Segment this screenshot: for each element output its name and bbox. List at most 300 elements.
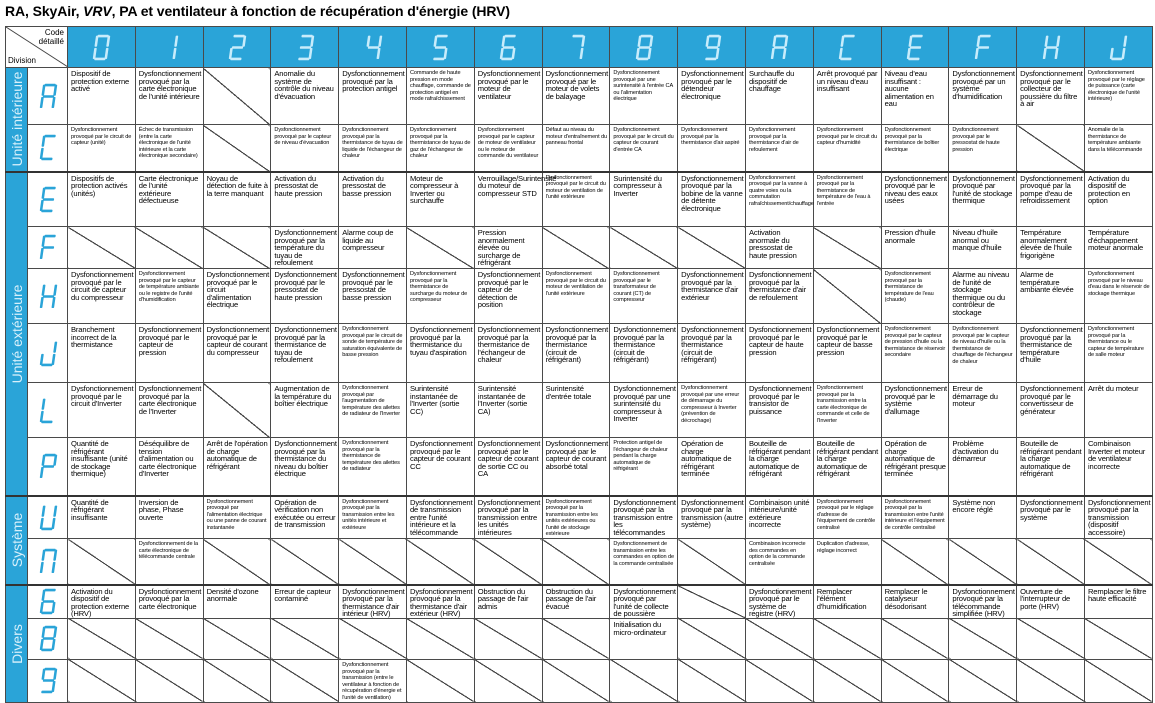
- error-description-cell: Dysfonctionnement provoqué par la télécommande simplifiée (HRV): [949, 585, 1017, 619]
- segment-d: [230, 57, 241, 60]
- column-code-e: [881, 27, 949, 68]
- error-description-cell: Dysfonctionnement provoqué par le capteur de niveau d'huile ou la thermistance de chauffage de l'échangeur de chaleur: [949, 324, 1017, 383]
- segment-a: [44, 454, 55, 457]
- empty-cell: [406, 618, 474, 659]
- error-description-cell: Dysfonctionnement provoqué par la thermistance du niveau du boîtier électrique: [271, 438, 339, 496]
- error-description-cell: Dysfonctionnement de transmission entre l'unité intérieure et la télécommande: [406, 496, 474, 539]
- segment-g: [910, 46, 921, 49]
- segment-d: [41, 420, 52, 423]
- empty-cell: [135, 227, 203, 269]
- error-description-cell: Dysfonctionnement provoqué par le convertisseur de générateur: [1017, 383, 1085, 438]
- error-description-cell: Dysfonctionnement provoqué par le capteur de courant absorbé total: [542, 438, 610, 496]
- division-group: [6, 68, 28, 172]
- row-code-f: [28, 227, 68, 269]
- segment-a: [233, 34, 244, 37]
- segment-e: [839, 47, 843, 58]
- error-description-cell: Dysfonctionnement provoqué par la bobine de la vanne de détente électronique: [678, 172, 746, 227]
- segment-f: [841, 35, 845, 46]
- segment-c: [647, 47, 651, 58]
- division-group: [6, 585, 28, 702]
- error-description-cell: Dysfonctionnement provoqué par la transmission (entre le ventilateur à fonction de récupération d'énergie et l'unité de ventilation): [339, 659, 407, 702]
- empty-cell: [1084, 618, 1152, 659]
- segment-e: [39, 639, 43, 650]
- segment-a: [44, 83, 55, 86]
- segment-c: [51, 562, 55, 573]
- error-description-cell: Initialisation du micro-ordinateur: [610, 618, 678, 659]
- error-description-cell: Bouteille de réfrigérant pendant la charge automatique de réfrigérant: [745, 438, 813, 496]
- error-description-cell: Bouteille de réfrigérant pendant la charge automatique de réfrigérant: [1017, 438, 1085, 496]
- empty-cell: [68, 539, 136, 585]
- segment-e: [1110, 47, 1114, 58]
- segment-g: [639, 46, 650, 49]
- error-description-cell: Combinaison unité intérieure/unité extérieure incorrecte: [745, 496, 813, 539]
- error-description-cell: Surintensité instantanée de l'Inverter (sortie CC): [406, 383, 474, 438]
- error-description-cell: Activation du dispositif de protection externe (HRV): [68, 585, 136, 619]
- error-description-cell: Dysfonctionnement provoqué par le réglage d'adresse de l'équipement de contrôle centralisé: [813, 496, 881, 539]
- segment-a: [437, 34, 448, 37]
- column-code-j: [1084, 27, 1152, 68]
- error-description-cell: Dysfonctionnement provoqué par une surintensité du compresseur à Inverter: [610, 383, 678, 438]
- table-row: [6, 659, 1153, 702]
- division-group: [6, 496, 28, 585]
- row-code-u: [28, 496, 68, 539]
- header-row: [6, 27, 1153, 68]
- digit-glyph-6: [500, 34, 516, 61]
- error-description-cell: Arrêt de l'opération de charge automatique de réfrigérant: [203, 438, 271, 496]
- segment-g: [42, 638, 53, 641]
- row-code-m: [28, 539, 68, 585]
- table-row: [6, 68, 1153, 125]
- division-label: Divers: [8, 623, 25, 664]
- error-description-cell: Dysfonctionnement provoqué par la pompe d'eau de refroidissement: [1017, 172, 1085, 227]
- division-group: [6, 172, 28, 496]
- empty-cell: [68, 618, 136, 659]
- segment-d: [501, 57, 512, 60]
- segment-e: [39, 200, 43, 211]
- empty-cell: [542, 227, 610, 269]
- error-description-cell: Dysfonctionnement provoqué par la protection antigel: [339, 68, 407, 125]
- error-description-cell: Dysfonctionnement provoqué par le circuit de capteur (unité): [68, 125, 136, 172]
- column-code-8: [610, 27, 678, 68]
- row-glyph-a: [40, 83, 56, 110]
- error-description-cell: Dispositifs de protection activés (unités): [68, 172, 136, 227]
- segment-a: [505, 34, 516, 37]
- row-code-8: [28, 618, 68, 659]
- error-description-cell: Dysfonctionnement provoqué par la carte électronique de l'unité intérieure: [135, 68, 203, 125]
- error-description-cell: Dysfonctionnement provoqué par le circuit du moteur de ventilation de l'unité extérieure: [542, 172, 610, 227]
- segment-e: [39, 562, 43, 573]
- empty-cell: [678, 227, 746, 269]
- error-description-cell: Dysfonctionnement provoqué par une erreur de démarrage du compresseur à Inverter (prévention de décrochage): [678, 383, 746, 438]
- segment-e: [39, 248, 43, 259]
- row-glyph-e: [40, 186, 56, 213]
- empty-cell: [203, 125, 271, 172]
- error-description-cell: Dysfonctionnement provoqué par la thermistance de l'échangeur de chaleur: [474, 324, 542, 383]
- segment-e: [39, 467, 43, 478]
- error-description-cell: Dysfonctionnement provoqué par le pressostat de basse pression: [339, 269, 407, 324]
- segment-g: [42, 295, 53, 298]
- error-description-cell: Niveau d'eau insuffisant : aucune alimentation en eau: [881, 68, 949, 125]
- error-description-cell: Échec de transmission (entre la carte électronique de l'unité intérieure et la carte électronique secondaire): [135, 125, 203, 172]
- table-row: [6, 618, 1153, 659]
- table-row: [6, 539, 1153, 585]
- segment-g: [42, 679, 53, 682]
- segment-c: [173, 47, 177, 58]
- segment-d: [908, 57, 919, 60]
- segment-d: [840, 57, 851, 60]
- division-label: Unité extérieure: [8, 284, 25, 383]
- error-description-cell: Dysfonctionnement de la carte électronique de télécommande centrale: [135, 539, 203, 585]
- segment-g: [42, 600, 53, 603]
- segment-g: [774, 46, 785, 49]
- segment-a: [44, 589, 55, 592]
- row-glyph-j: [40, 340, 56, 367]
- error-description-cell: Dysfonctionnement provoqué par la thermistance de tuyau de refoulement: [271, 324, 339, 383]
- row-glyph-p: [40, 453, 56, 480]
- segment-e: [39, 148, 43, 159]
- error-description-cell: Surintensité instantanée de l'Inverter (sortie CA): [474, 383, 542, 438]
- error-description-cell: Pression anormalement élevée ou surcharge de réfrigérant: [474, 227, 542, 269]
- segment-f: [41, 284, 45, 295]
- segment-a: [44, 235, 55, 238]
- empty-cell: [542, 539, 610, 585]
- error-description-cell: Verrouillage/Surintensité du moteur de compresseur STD: [474, 172, 542, 227]
- empty-cell: [678, 539, 746, 585]
- segment-c: [51, 639, 55, 650]
- segment-b: [1124, 35, 1128, 46]
- empty-cell: [678, 585, 746, 619]
- empty-cell: [203, 539, 271, 585]
- row-code-p: [28, 438, 68, 496]
- row-glyph-6: [40, 588, 56, 615]
- error-description-cell: Dysfonctionnement provoqué par le circuit du capteur d'humidité: [813, 125, 881, 172]
- digit-glyph-4: [365, 34, 381, 61]
- row-glyph-c: [40, 134, 56, 161]
- column-code-f: [949, 27, 1017, 68]
- error-description-cell: Dysfonctionnement provoqué par le circuit d'alimentation électrique: [203, 269, 271, 324]
- segment-f: [41, 590, 45, 601]
- page-title: RA, SkyAir, VRV, PA et ventilateur à fonction de récupération d'énergie (HRV): [5, 3, 510, 19]
- error-code-table: [5, 26, 1153, 703]
- error-description-cell: Dysfonctionnement provoqué par la thermistance d'air de refoulement: [745, 269, 813, 324]
- error-description-cell: Dysfonctionnement provoqué par la thermistance de surcharge du moteur de compresseur: [406, 269, 474, 324]
- error-description-cell: Alarme de température ambiante élevée: [1017, 269, 1085, 324]
- error-description-cell: Dysfonctionnement provoqué par le moteur de volets de balayage: [542, 68, 610, 125]
- table-row: [6, 496, 1153, 539]
- error-description-cell: Dysfonctionnement provoqué par le capteur de courant CC: [406, 438, 474, 496]
- empty-cell: [68, 227, 136, 269]
- table-row: [6, 324, 1153, 383]
- error-description-cell: Erreur de démarrage du moteur: [949, 383, 1017, 438]
- segment-a: [640, 34, 651, 37]
- error-description-cell: Dysfonctionnement provoqué par la thermistance (circuit de réfrigérant): [542, 324, 610, 383]
- segment-e: [229, 47, 233, 58]
- error-description-cell: Arrêt du moteur: [1084, 383, 1152, 438]
- empty-cell: [1017, 125, 1085, 172]
- error-description-cell: Dysfonctionnement provoqué par la transmission entre les unités extérieures ou l'unité de stockage extérieure: [542, 496, 610, 539]
- code-label: Code: [44, 28, 64, 37]
- error-description-cell: Augmentation de la température du boîtier électrique: [271, 383, 339, 438]
- segment-d: [705, 57, 716, 60]
- error-description-cell: Remplacer le filtre haute efficacité: [1084, 585, 1152, 619]
- error-description-cell: Dysfonctionnement provoqué par la thermistance d'air intérieur (HRV): [339, 585, 407, 619]
- empty-cell: [203, 68, 271, 125]
- error-description-cell: Température d'échappement moteur anormale: [1084, 227, 1152, 269]
- row-glyph-m: [40, 548, 56, 575]
- segment-c: [308, 47, 312, 58]
- error-description-cell: Dysfonctionnement provoqué par le réglage de puissance (carte électronique de l'unité intérieure): [1084, 68, 1152, 125]
- empty-cell: [406, 227, 474, 269]
- segment-a: [979, 34, 990, 37]
- error-description-cell: Dysfonctionnement provoqué par la carte électronique: [135, 585, 203, 619]
- error-description-cell: Dysfonctionnement provoqué par le capteur de détection de position: [474, 269, 542, 324]
- column-code-1: [135, 27, 203, 68]
- segment-e: [771, 47, 775, 58]
- error-description-cell: Inversion de phase, Phase ouverte: [135, 496, 203, 539]
- error-description-cell: Dysfonctionnement provoqué par une surintensité à l'entrée CA ou l'alimentation électrique: [610, 68, 678, 125]
- segment-c: [105, 47, 109, 58]
- error-description-cell: Anomalie du système de contrôle du niveau d'évacuation: [271, 68, 339, 125]
- error-description-cell: Dysfonctionnement provoqué par la température du tuyau de refoulement: [271, 227, 339, 269]
- segment-a: [98, 34, 109, 37]
- row-glyph-l: [40, 397, 56, 424]
- error-description-cell: Dysfonctionnement provoqué par le circuit du capteur de courant d'entrée CA: [610, 125, 678, 172]
- error-description-cell: Dysfonctionnement provoqué par le transistor de puissance: [745, 383, 813, 438]
- row-code-9: [28, 659, 68, 702]
- error-description-cell: Dysfonctionnement provoqué par la thermistance d'air de refoulement: [745, 125, 813, 172]
- error-description-cell: Surintensité d'entrée totale: [542, 383, 610, 438]
- error-description-cell: Ouverture de l'interrupteur de porte (HRV): [1017, 585, 1085, 619]
- segment-c: [783, 47, 787, 58]
- segment-d: [41, 649, 52, 652]
- segment-d: [41, 527, 52, 530]
- digit-glyph-5: [432, 34, 448, 61]
- empty-cell: [1084, 659, 1152, 702]
- error-description-cell: Dysfonctionnement provoqué par le système: [1017, 496, 1085, 539]
- column-code-a: [745, 27, 813, 68]
- segment-a: [44, 549, 55, 552]
- empty-cell: [135, 618, 203, 659]
- error-description-cell: Branchement incorrect de la thermistance: [68, 324, 136, 383]
- error-description-cell: Dysfonctionnement provoqué par le pressostat de haute pression: [271, 269, 339, 324]
- segment-c: [51, 353, 55, 364]
- empty-cell: [542, 659, 610, 702]
- error-description-cell: Duplication d'adresse, réglage incorrect: [813, 539, 881, 585]
- digit-glyph-1: [161, 34, 177, 61]
- segment-g: [42, 465, 53, 468]
- segment-g: [42, 246, 53, 249]
- segment-f: [41, 505, 45, 516]
- digit-glyph-j: [1110, 34, 1126, 61]
- empty-cell: [406, 659, 474, 702]
- empty-cell: [474, 659, 542, 702]
- segment-f: [908, 35, 912, 46]
- error-description-cell: Dysfonctionnement provoqué par le système de registre (HRV): [745, 585, 813, 619]
- row-glyph-8: [40, 625, 56, 652]
- empty-cell: [1084, 539, 1152, 585]
- empty-cell: [813, 659, 881, 702]
- row-glyph-u: [40, 504, 56, 531]
- error-description-cell: Alarme au niveau de l'unité de stockage thermique ou du contrôleur de stockage: [949, 269, 1017, 324]
- empty-cell: [406, 539, 474, 585]
- empty-cell: [203, 618, 271, 659]
- digit-glyph-2: [229, 34, 245, 61]
- error-description-cell: Dysfonctionnement provoqué par le système d'allumage: [881, 383, 949, 438]
- row-code-a: [28, 68, 68, 125]
- error-description-cell: Dysfonctionnement provoqué par la transmission entre la carte électronique de commande et celle de l'Inverter: [813, 383, 881, 438]
- row-code-c: [28, 125, 68, 172]
- error-description-cell: Dysfonctionnement provoqué par la transmission entre les unités intérieures: [474, 496, 542, 539]
- error-description-cell: Défaut au niveau du moteur d'entraînement du panneau frontal: [542, 125, 610, 172]
- column-code-6: [474, 27, 542, 68]
- error-description-cell: Dysfonctionnement provoqué par la thermistance d'air aspiré: [678, 125, 746, 172]
- segment-c: [51, 296, 55, 307]
- empty-cell: [339, 539, 407, 585]
- segment-g: [232, 46, 243, 49]
- digit-glyph-3: [297, 34, 313, 61]
- column-code-c: [813, 27, 881, 68]
- error-description-cell: Dysfonctionnement provoqué par la thermistance (circuit de réfrigérant): [678, 324, 746, 383]
- segment-e: [974, 47, 978, 58]
- empty-cell: [271, 618, 339, 659]
- table-corner-header: [6, 27, 68, 68]
- digit-glyph-7: [568, 34, 584, 61]
- error-description-cell: Moteur de compresseur à Inverter ou surchauffe: [406, 172, 474, 227]
- table-row: [6, 172, 1153, 227]
- empty-cell: [949, 618, 1017, 659]
- empty-cell: [339, 618, 407, 659]
- table-row: [6, 125, 1153, 172]
- segment-f: [434, 35, 438, 46]
- division-label: Système: [8, 512, 25, 568]
- segment-b: [378, 35, 382, 46]
- error-description-cell: Dysfonctionnement provoqué par le circuit de capteur du compresseur: [68, 269, 136, 324]
- error-description-cell: Pression d'huile anormale: [881, 227, 949, 269]
- segment-f: [41, 627, 45, 638]
- error-description-cell: Dysfonctionnement provoqué par l'augmentation de température des ailettes de radiateur de l'Inverter: [339, 383, 407, 438]
- table-row: [6, 269, 1153, 324]
- division-label: Unité intérieure: [8, 71, 25, 167]
- error-description-cell: Dysfonctionnement provoqué par la transmission entre les télécommandes: [610, 496, 678, 539]
- segment-f: [502, 35, 506, 46]
- row-code-h: [28, 269, 68, 324]
- digit-glyph-9: [704, 34, 720, 61]
- segment-e: [93, 47, 97, 58]
- segment-f: [41, 136, 45, 147]
- segment-e: [39, 96, 43, 107]
- error-description-cell: Opération de vérification non exécutée ou erreur de transmission: [271, 496, 339, 539]
- row-code-6: [28, 585, 68, 619]
- error-description-cell: Arrêt provoqué par un niveau d'eau insuffisant: [813, 68, 881, 125]
- column-code-4: [339, 27, 407, 68]
- error-description-cell: Dysfonctionnement provoqué par le capteur de courant du compresseur: [203, 324, 271, 383]
- segment-f: [41, 549, 45, 560]
- error-description-cell: Dispositif de protection externe activé: [68, 68, 136, 125]
- error-description-cell: Obstruction du passage de l'air évacué: [542, 585, 610, 619]
- segment-g: [300, 46, 311, 49]
- detail-label: détaillé: [38, 37, 64, 46]
- segment-e: [635, 47, 639, 58]
- segment-d: [434, 57, 445, 60]
- column-code-3: [271, 27, 339, 68]
- empty-cell: [745, 618, 813, 659]
- error-description-cell: Quantité de réfrigérant insuffisante: [68, 496, 136, 539]
- segment-e: [39, 518, 43, 529]
- empty-cell: [203, 383, 271, 438]
- segment-e: [1042, 47, 1046, 58]
- error-description-cell: Dysfonctionnement provoqué par la thermistance ou le capteur de température de salle moteur: [1084, 324, 1152, 383]
- error-description-cell: Combinaison incorrecte des commandes en option de la commande centralisée: [745, 539, 813, 585]
- empty-cell: [203, 659, 271, 702]
- segment-a: [44, 668, 55, 671]
- segment-c: [1054, 47, 1058, 58]
- segment-d: [41, 691, 52, 694]
- segment-a: [44, 626, 55, 629]
- error-description-cell: Activation anormale du pressostat de haute pression: [745, 227, 813, 269]
- empty-cell: [68, 659, 136, 702]
- segment-a: [301, 34, 312, 37]
- error-description-cell: Dysfonctionnement provoqué par le capteur de pression: [135, 324, 203, 383]
- column-code-0: [68, 27, 136, 68]
- error-description-cell: Dysfonctionnement provoqué par la thermistance de température d'huile: [1017, 324, 1085, 383]
- segment-b: [53, 505, 57, 516]
- error-description-cell: Déséquilibre de tension d'alimentation ou carte électronique d'Inverter: [135, 438, 203, 496]
- segment-b: [53, 341, 57, 352]
- error-description-cell: Remplacer le catalyseur désodorisant: [881, 585, 949, 619]
- column-code-h: [1017, 27, 1085, 68]
- row-code-l: [28, 383, 68, 438]
- error-description-cell: Alarme coup de liquide au compresseur: [339, 227, 407, 269]
- segment-g: [1045, 46, 1056, 49]
- error-description-cell: Dysfonctionnement provoqué par la thermistance de température de l'eau à l'entrée: [813, 172, 881, 227]
- error-description-cell: Activation du pressostat de basse pression: [339, 172, 407, 227]
- segment-f: [41, 454, 45, 465]
- column-code-9: [678, 27, 746, 68]
- error-description-cell: Dysfonctionnement provoqué par la thermistance de tuyau de gaz de l'échangeur de chaleur: [406, 125, 474, 172]
- error-description-cell: Opération de charge automatique de réfrigérant terminée: [678, 438, 746, 496]
- segment-d: [298, 57, 309, 60]
- segment-e: [907, 47, 911, 58]
- empty-cell: [610, 659, 678, 702]
- segment-g: [706, 46, 717, 49]
- digit-glyph-0: [93, 34, 109, 61]
- error-description-cell: Densité d'ozone anormale: [203, 585, 271, 619]
- digit-glyph-8: [636, 34, 652, 61]
- empty-cell: [881, 539, 949, 585]
- error-description-cell: Remplacer l'élément d'humidification: [813, 585, 881, 619]
- segment-e: [39, 296, 43, 307]
- segment-d: [95, 57, 106, 60]
- empty-cell: [203, 227, 271, 269]
- segment-c: [51, 518, 55, 529]
- segment-d: [637, 57, 648, 60]
- error-description-cell: Commande de haute pression en mode chauffage, commande de protection antigel en mode rafraîchissement: [406, 68, 474, 125]
- error-description-cell: Dysfonctionnement provoqué par l'unité de collecte de poussière: [610, 585, 678, 619]
- error-description-cell: Dysfonctionnement provoqué par la thermistance de boîtier électrique: [881, 125, 949, 172]
- column-code-5: [406, 27, 474, 68]
- error-description-cell: Activation du dispositif de protection en option: [1084, 172, 1152, 227]
- segment-e: [500, 47, 504, 58]
- row-glyph-h: [40, 283, 56, 310]
- error-description-cell: Dysfonctionnement de transmission entre les commandes en option de la commande centralisée: [610, 539, 678, 585]
- digit-glyph-f: [975, 34, 991, 61]
- segment-d: [41, 158, 52, 161]
- empty-cell: [1017, 659, 1085, 702]
- empty-cell: [813, 618, 881, 659]
- segment-c: [1122, 47, 1126, 58]
- segment-c: [715, 47, 719, 58]
- digit-glyph-a: [771, 34, 787, 61]
